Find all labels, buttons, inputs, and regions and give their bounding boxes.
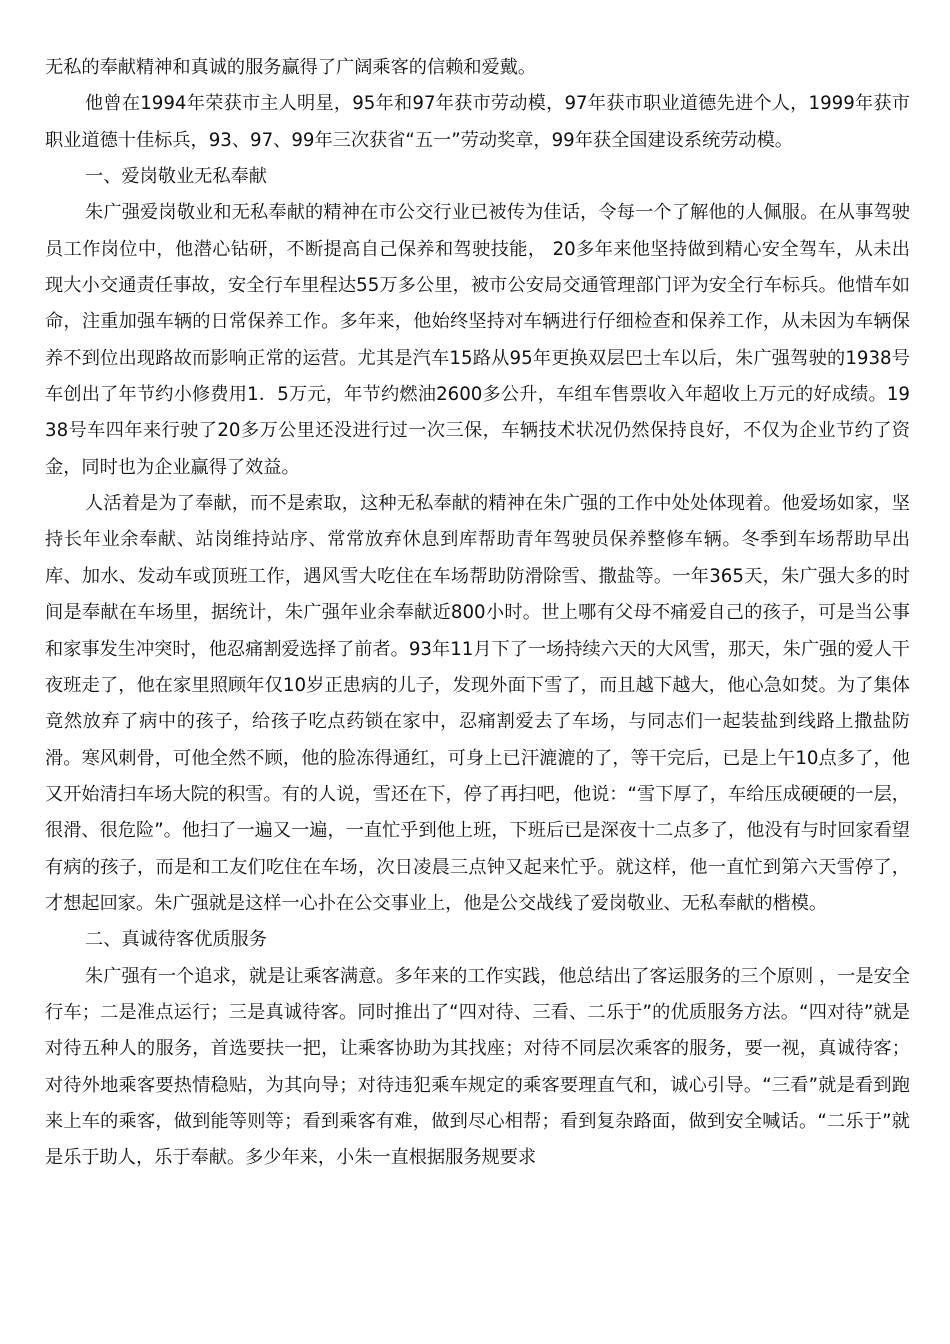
paragraph-safe-driving: 朱广强爱岗敬业和无私奉献的精神在市公交行业已被传为佳话，令每一个了解他的人佩服。在从事驾驶员工作岗位中，他潜心钻研，不断提高自己保养和驾驶技能， 20多年来他坚持做到精心安全驾车，从未出现大小交通责任事故，安全行车里程达55万多公里，被市公安局交通管理部门评为安全行车标兵。他惜车如命，注重加强车辆的日常保养工作。多年来，他始终坚持对车辆进行仔细检查和保养工作，从未因为车辆保养不到位出现路故而影响正常的运营。尤其是汽车15路从95年更换双层巴士车以后，朱广强驾驶的1938号车创出了年节约小修费用1．5万元，年节约燃油2600多公升，车组车售票收入年超收上万元的好成绩。1938号车四年来行驶了20多万公里还没进行过一次三保，车辆技术状况仍然保持良好，不仅为企业节约了资金，同时也为企业赢得了效益。 <box>45 202 910 478</box>
section-heading-service: 二、真诚待客优质服务 <box>85 929 267 951</box>
paragraph-honors: 他曾在1994年荣获市主人明星，95年和97年获市劳动模，97年获市职业道德先进个人，1999年获市职业道德十佳标兵，93、97、99年三次获省“五一”劳动奖章，99年获全国建设系统劳动模。 <box>45 93 910 151</box>
paragraph-service-method: 朱广强有一个追求，就是让乘客满意。多年来的工作实践，他总结出了客运服务的三个原则 ，一是安全行车；二是准点运行；三是真诚待客。同时推出了“四对待、三看、二乐于”的优质服务方法。“四对待”就是对待五种人的服务，首选要扶一把，让乘客协助为其找座；对待不同层次乘客的服务，要一视，真诚待客；对待外地乘客要热情稳贴，为其向导；对待违犯乘车规定的乘客要理直气和，诚心引导。“三看”就是看到跑来上车的乘客，做到能等则等；看到乘客有难，做到尽心相帮；看到复杂路面，做到安全喊话。“二乐于”就是乐于助人，乐于奉献。多少年来，小朱一直根据服务规要求 <box>45 965 910 1169</box>
paragraph-selfless-devotion: 人活着是为了奉献，而不是索取，这种无私奉献的精神在朱广强的工作中处处体现着。他爱场如家，坚持长年业余奉献、站岗维持站序、常常放弃休息到库帮助青年驾驶员保养整修车辆。冬季到车场帮助早出库、加水、发动车或顶班工作，遇风雪大吃住在车场帮助防滑除雪、撒盐等。一年365天，朱广强大多的时间是奉献在车场里，据统计，朱广强年业余奉献近800小时。世上哪有父母不痛爱自己的孩子，可是当公事和家事发生冲突时，他忍痛割爱选择了前者。93年11月下了一场持续六天的大风雪，那天，朱广强的爱人干夜班走了，他在家里照顾年仅10岁正患病的儿子，发现外面下雪了，而且越下越大，他心急如焚。为了集体竟然放弃了病中的孩子，给孩子吃点药锁在家中，忍痛割爱去了车场，与同志们一起装盐到线路上撒盐防滑。寒风刺骨，可他全然不顾，他的脸冻得通红，可身上已汗漉漉的了，等干完后，已是上午10点多了，他又开始清扫车场大院的积雪。有的人说，雪还在下，停了再扫吧，他说：“雪下厚了，车给压成硬硬的一层，很滑、很危险”。他扫了一遍又一遍，一直忙乎到他上班，下班后已是深夜十二点多了，他没有与时回家看望有病的孩子，而是和工友们吃住在车场，次日凌晨三点钟又起来忙乎。就这样，他一直忙到第六天雪停了，才想起回家。朱广强就是这样一心扑在公交事业上，他是公交战线了爱岗敬业、无私奉献的楷模。 <box>45 493 910 914</box>
paragraph-opening: 无私的奉献精神和真诚的服务赢得了广阔乘客的信赖和爱戴。 <box>45 57 537 78</box>
section-heading-dedication: 一、爱岗敬业无私奉献 <box>85 166 267 188</box>
